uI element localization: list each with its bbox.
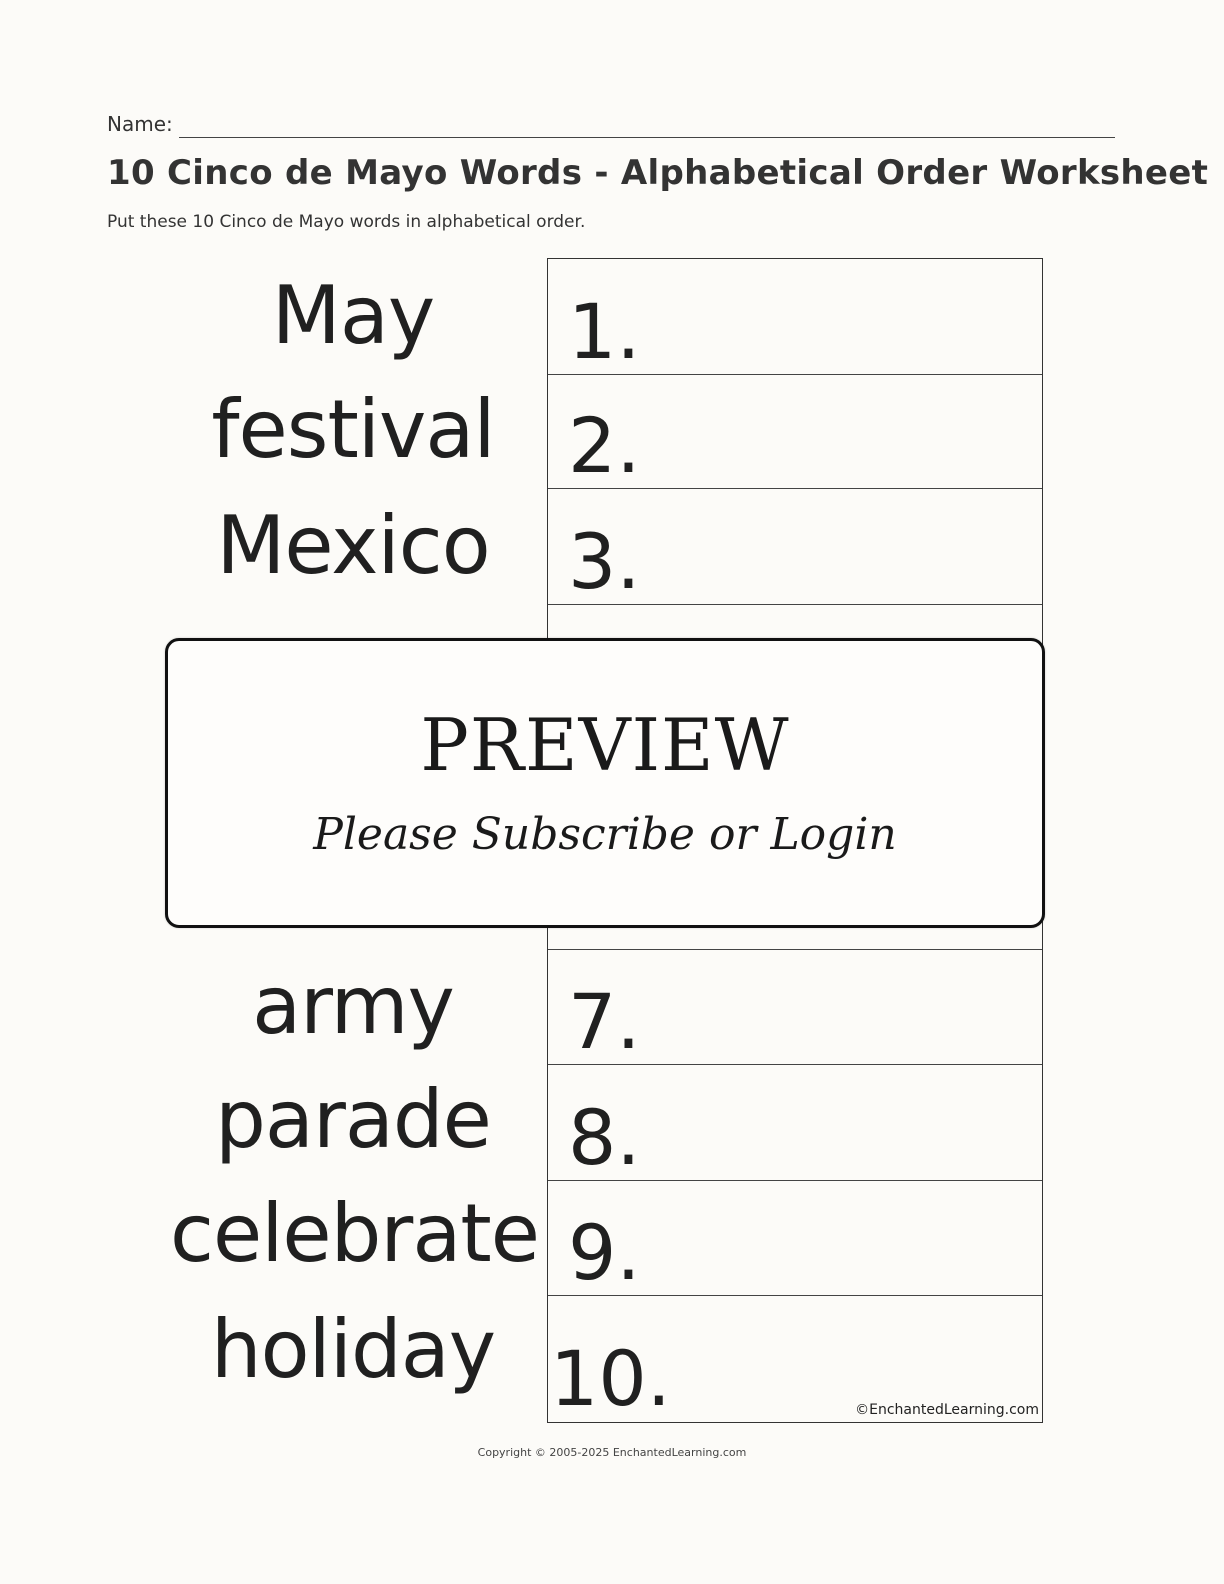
answer-number: 1.: [568, 287, 641, 376]
instruction-text: Put these 10 Cinco de Mayo words in alphabetical order.: [107, 212, 586, 232]
word-item: May: [271, 269, 435, 362]
answer-box: [548, 489, 1042, 605]
subscribe-login-text[interactable]: Please Subscribe or Login: [313, 809, 897, 860]
answer-box: [548, 949, 1042, 1065]
preview-title: PREVIEW: [420, 703, 790, 787]
answer-number: 8.: [568, 1093, 641, 1182]
answer-box: [548, 1065, 1042, 1181]
answer-box: [548, 1296, 1042, 1421]
answer-box: [548, 1180, 1042, 1296]
word-item: festival: [211, 383, 495, 476]
word-item: parade: [215, 1073, 491, 1166]
word-item: celebrate: [170, 1187, 539, 1280]
page-title: 10 Cinco de Mayo Words - Alphabetical Order Worksheet: [107, 153, 1209, 193]
preview-overlay[interactable]: [165, 638, 1045, 928]
answer-number: 3.: [568, 517, 641, 606]
name-row: [107, 110, 1115, 140]
worksheet-credit: ©EnchantedLearning.com: [855, 1402, 1039, 1418]
answer-box: [548, 259, 1042, 375]
name-label: Name:: [107, 112, 173, 136]
answer-number: 7.: [568, 977, 641, 1066]
answer-number: 2.: [568, 401, 641, 490]
answer-box: [548, 373, 1042, 489]
copyright-footer: Copyright © 2005-2025 EnchantedLearning.com: [477, 1446, 747, 1459]
word-item: holiday: [210, 1303, 496, 1396]
answer-number: 9.: [568, 1208, 641, 1297]
answer-number: 10.: [550, 1334, 671, 1423]
name-line: [179, 137, 1115, 138]
word-item: army: [252, 959, 454, 1052]
word-item: Mexico: [216, 499, 490, 592]
